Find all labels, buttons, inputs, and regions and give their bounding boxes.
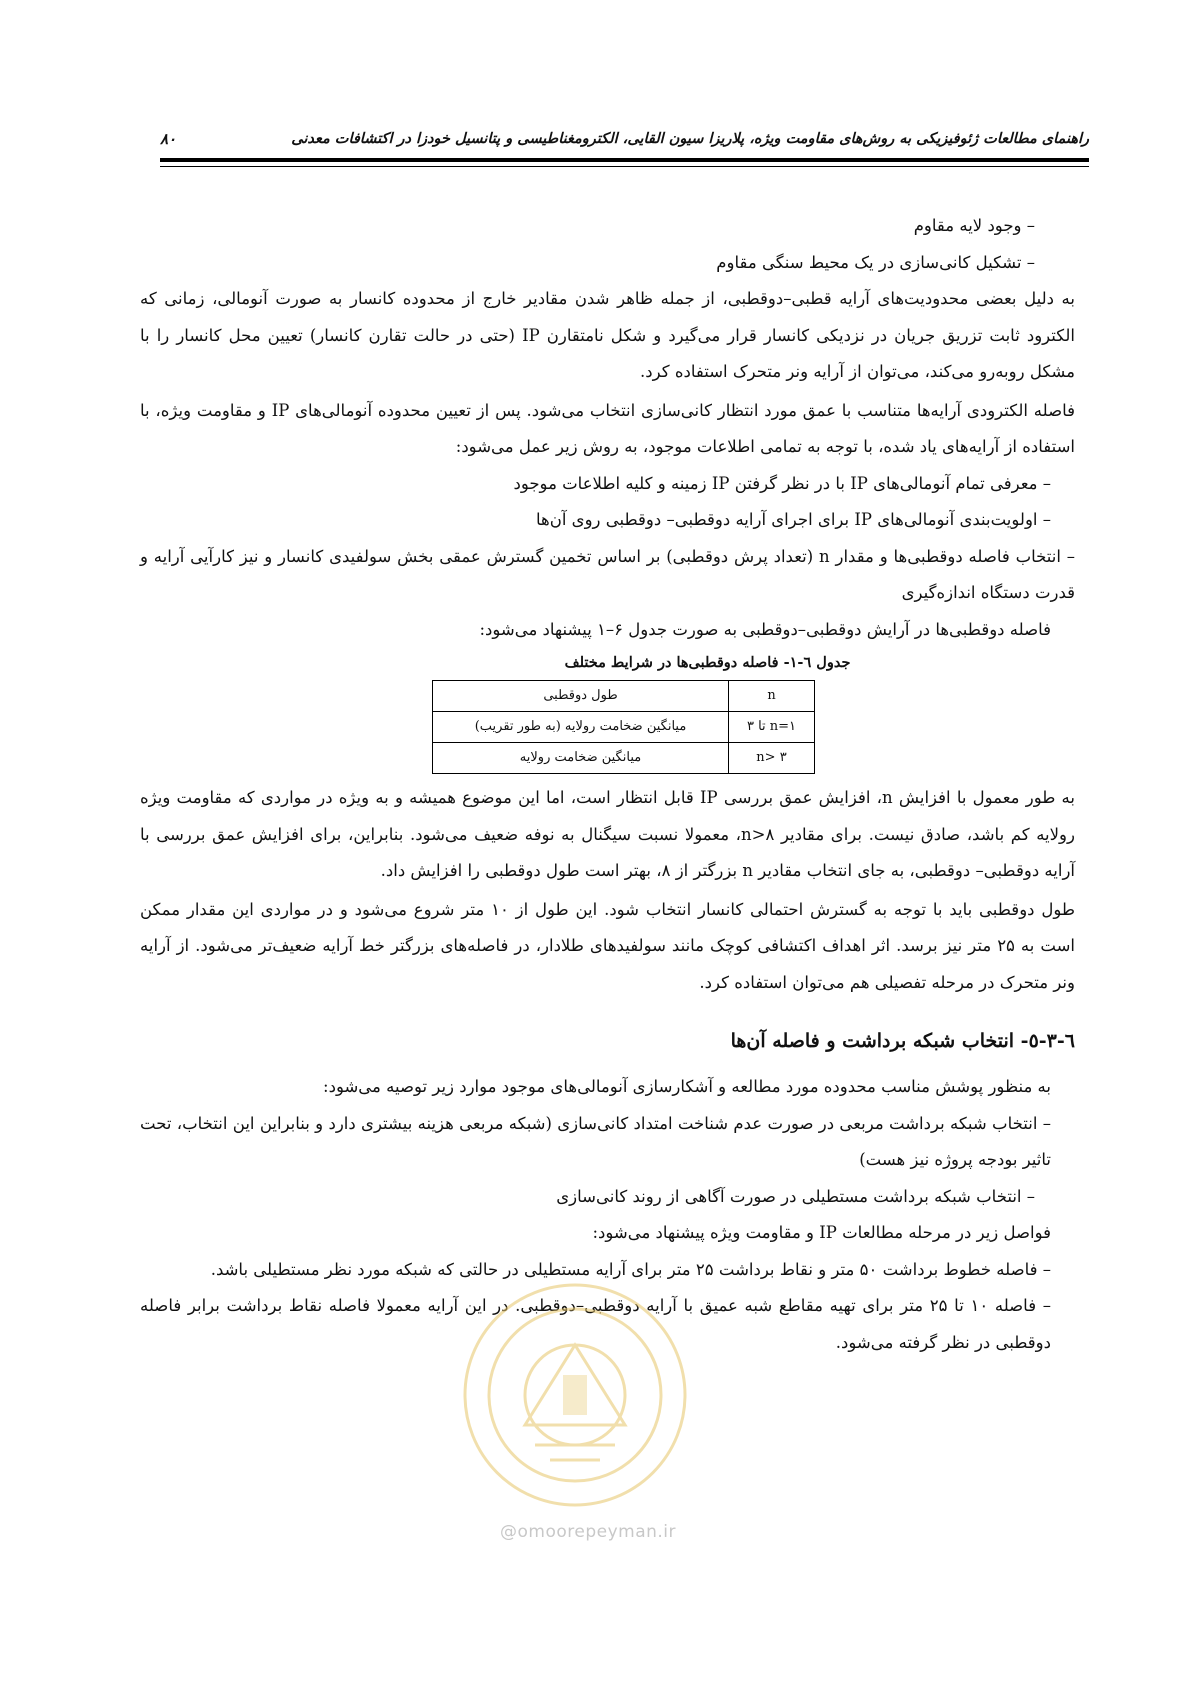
paragraph: به دلیل بعضی محدودیت‌های آرایه قطبی–دوقطبی، از جمله ظاهر شدن مقادیر خارج از محدوده کانسار به صورت آنومالی، زمانی که الکترود ثابت تزریق جریان در نزدیکی کانسار قرار می‌گیرد و شکل نامتقارن IP (حتی در حالت تقارن کانسار) تعیین محل کانسار را با مشکل روبه‌رو می‌کند، می‌توان از آرایه ونر متحرک استفاده کرد. [140, 289, 1075, 381]
bullet-item: – فاصله ۱۰ تا ۲۵ متر برای تهیه مقاطع شبه عمیق با آرایه دوقطبی–دوقطبی. در این آرایه معمولا فاصله نقاط برداشت برابر فاصله دوقطبی در نظر گرفته می‌شود. [140, 1296, 1052, 1352]
step-item: – معرفی تمام آنومالی‌های IP با در نظر گرفتن IP زمینه و کلیه اطلاعات موجود [513, 473, 1051, 493]
page-body [140, 208, 1075, 1361]
step-item: – انتخاب فاصله دوقطبی‌ها و مقدار n (تعداد پرش دوقطبی) بر اساس تخمین گسترش عمقی بخش سولفیدی کانسار و نیز کارآیی آرایه و قدرت دستگاه اندازه‌گیری [140, 546, 1075, 602]
bullet-item: – انتخاب شبکه برداشت مستطیلی در صورت آگاهی از روند کانی‌سازی [556, 1186, 1035, 1206]
section-heading: ٦-٣-٥- انتخاب شبکه برداشت و فاصله آن‌ها [730, 1030, 1075, 1052]
table-cell: n=۱ تا ۳ [729, 712, 815, 743]
bullet-item: – وجود لایه مقاوم [913, 216, 1035, 235]
table-cell: میانگین ضخامت رولایه [433, 743, 729, 774]
header-rule-thin [160, 166, 1089, 167]
step-item: – اولویت‌بندی آنومالی‌های IP برای اجرای آرایه دوقطبی– دوقطبی روی آن‌ها [536, 510, 1051, 529]
bullet-item: – فاصله خطوط برداشت ۵۰ متر و نقاط برداشت ۲۵ متر برای آرایه مستطیلی در حالتی که شبکه مورد نظر مستطیلی باشد. [210, 1259, 1051, 1279]
paragraph: به منظور پوشش مناسب محدوده مورد مطالعه و آشکارسازی آنومالی‌های موجود موارد زیر توصیه می‌شود: [323, 1077, 1051, 1096]
table-caption: جدول ٦-١- فاصله دوقطبی‌ها در شرایط مختلف [564, 654, 851, 671]
header-title: راهنمای مطالعات ژئوفیزیکی به روش‌های مقاومت ویژه، پلاریزا سیون القایی، الکترومغناطیسی و پتانسیل خودزا در اکتشافات معدنی [291, 130, 1089, 147]
page-number: ۸۰ [160, 130, 177, 148]
paragraph: طول دوقطبی باید با توجه به گسترش احتمالی کانسار انتخاب شود. این طول از ۱۰ متر شروع می‌شود و در مواردی این مقدار ممکن است به ۲۵ متر نیز برسد. اثر اهداف اکتشافی کوچک مانند سولفیدهای طلادار، در فاصله‌های بزرگتر خط آرایه ضعیف‌تر می‌شود. از آرایه ونر متحرک در مرحله تفصیلی هم می‌توان استفاده کرد. [140, 899, 1075, 992]
table-row [433, 743, 815, 774]
paragraph: فواصل زیر در مرحله مطالعات IP و مقاومت ویژه پیشنهاد می‌شود: [592, 1223, 1051, 1242]
watermark-text: @omoorepeyman.ir [499, 1522, 677, 1542]
header-cell-dipole-length: طول دوقطبی [433, 681, 729, 712]
paragraph: به طور معمول با افزایش n، افزایش عمق بررسی IP قابل انتظار است، اما این موضوع همیشه و به ویژه در مواردی که مقاومت ویژه رولایه کم باشد، صادق نیست. برای مقادیر n>۸، معمولا نسبت سیگنال به نوفه ضعیف می‌شود. بنابراین، برای افزایش عمق بررسی با آرایه دوقطبی– دوقطبی، به جای انتخاب مقادیر n بزرگتر از ۸، بهتر است طول دوقطبی را افزایش داد. [140, 788, 1075, 880]
header-rule-thick [160, 158, 1089, 162]
table-cell: میانگین ضخامت رولایه (به طور تقریب) [433, 712, 729, 743]
running-header [160, 128, 1089, 154]
table-cell: n> ۳ [729, 743, 815, 774]
paragraph: فاصله الکترودی آرایه‌ها متناسب با عمق مورد انتظار کانی‌سازی انتخاب می‌شود. پس از تعیین محدوده آنومالی‌های IP و مقاومت ویژه، با استفاده از آرایه‌های یاد شده، با توجه به تمامی اطلاعات موجود، به روش زیر عمل می‌شود: [140, 400, 1076, 456]
bullet-item: – تشکیل کانی‌سازی در یک محیط سنگی مقاوم [716, 252, 1035, 272]
bullet-item: – انتخاب شبکه برداشت مربعی در صورت عدم شناخت امتداد کانی‌سازی (شبکه مربعی هزینه بیشتری دارد و بنابراین این انتخاب، تحت تاثیر بودجه پروژه نیز هست) [140, 1113, 1051, 1169]
table-intro: فاصله دوقطبی‌ها در آرایش دوقطبی–دوقطبی به صورت جدول ۶–۱ پیشنهاد می‌شود: [479, 619, 1051, 639]
table-row [433, 712, 815, 743]
watermark-seal-icon [455, 1275, 695, 1515]
header-cell-n: n [729, 681, 815, 712]
table-header-row [433, 681, 815, 712]
dipole-spacing-table [432, 680, 815, 774]
